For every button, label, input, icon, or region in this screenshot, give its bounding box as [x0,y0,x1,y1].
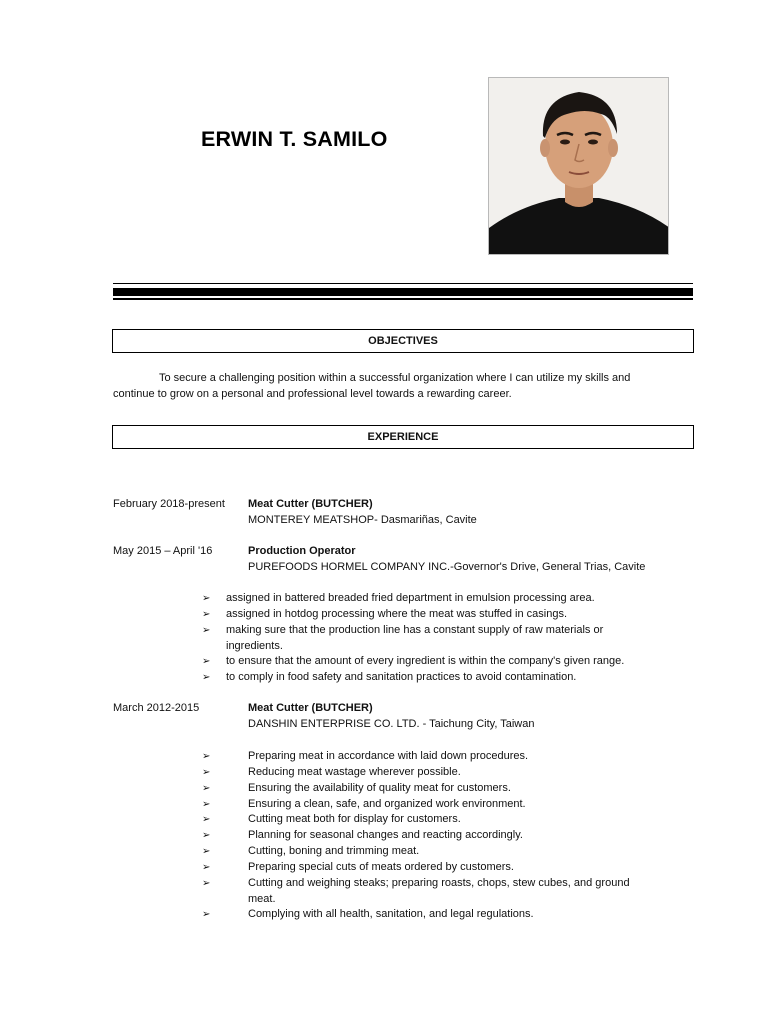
arrow-bullet-icon: ➢ [202,799,211,810]
bullet-text: to ensure that the amount of every ingredient is within the company's given range. [226,655,625,667]
bullet-text: Cutting meat both for display for customers. [248,813,461,825]
arrow-bullet-icon: ➢ [202,862,211,873]
bullet-text: to comply in food safety and sanitation practices to avoid contamination. [226,671,577,683]
job-company: DANSHIN ENTERPRISE CO. LTD. - Taichung City, Taiwan [248,718,535,730]
list-item [202,876,672,908]
header-divider-thin-top [113,283,693,284]
arrow-bullet-icon: ➢ [202,878,211,889]
bullet-text: Planning for seasonal changes and reacting accordingly. [248,829,523,841]
objective-text: To secure a challenging position within a successful organization where I can utilize my skills and continue to grow on a personal and professional level towards a rewarding career. [113,372,631,400]
job-date: May 2015 – April '16 [113,545,213,557]
applicant-name: ERWIN T. SAMILO [201,127,388,151]
job-title: Meat Cutter (BUTCHER) [248,498,373,510]
profile-photo [488,77,669,255]
job-date: February 2018-present [113,498,225,510]
bullet-text: assigned in hotdog processing where the meat was stuffed in casings. [226,608,567,620]
job-date: March 2012-2015 [113,702,200,714]
arrow-bullet-icon: ➢ [202,656,211,667]
bullet-text: Preparing meat in accordance with laid down procedures. [248,750,529,762]
arrow-bullet-icon: ➢ [202,593,211,604]
arrow-bullet-icon: ➢ [202,846,211,857]
arrow-bullet-icon: ➢ [202,767,211,778]
bullet-text: Preparing special cuts of meats ordered by customers. [248,861,514,873]
bullet-text: Cutting, boning and trimming meat. [248,845,420,857]
job-title: Meat Cutter (BUTCHER) [248,702,373,714]
bullet-text: making sure that the production line has a constant supply of raw materials or ingredients. [226,624,604,652]
arrow-bullet-icon: ➢ [202,783,211,794]
objectives-heading: OBJECTIVES [112,329,694,353]
bullet-text: Complying with all health, sanitation, and legal regulations. [248,908,534,920]
bullet-text: Ensuring the availability of quality meat for customers. [248,782,511,794]
job-company: MONTEREY MEATSHOP- Dasmariñas, Cavite [248,514,477,526]
arrow-bullet-icon: ➢ [202,814,211,825]
arrow-bullet-icon: ➢ [202,609,211,620]
experience-heading: EXPERIENCE [112,425,694,449]
bullet-text: Ensuring a clean, safe, and organized work environment. [248,798,526,810]
header-divider-thick [113,288,693,296]
arrow-bullet-icon: ➢ [202,830,211,841]
arrow-bullet-icon: ➢ [202,909,211,920]
job-company: PUREFOODS HORMEL COMPANY INC.-Governor's Drive, General Trias, Cavite [248,561,646,573]
header-divider-thin-bottom [113,298,693,300]
bullet-text: Cutting and weighing steaks; preparing roasts, chops, stew cubes, and ground meat. [248,877,630,905]
bullet-text: Reducing meat wastage wherever possible. [248,766,461,778]
list-item [202,623,672,655]
job-title: Production Operator [248,545,356,557]
arrow-bullet-icon: ➢ [202,751,211,762]
arrow-bullet-icon: ➢ [202,672,211,683]
bullet-text: assigned in battered breaded fried department in emulsion processing area. [226,592,595,604]
arrow-bullet-icon: ➢ [202,625,211,636]
objective-paragraph [113,371,673,402]
